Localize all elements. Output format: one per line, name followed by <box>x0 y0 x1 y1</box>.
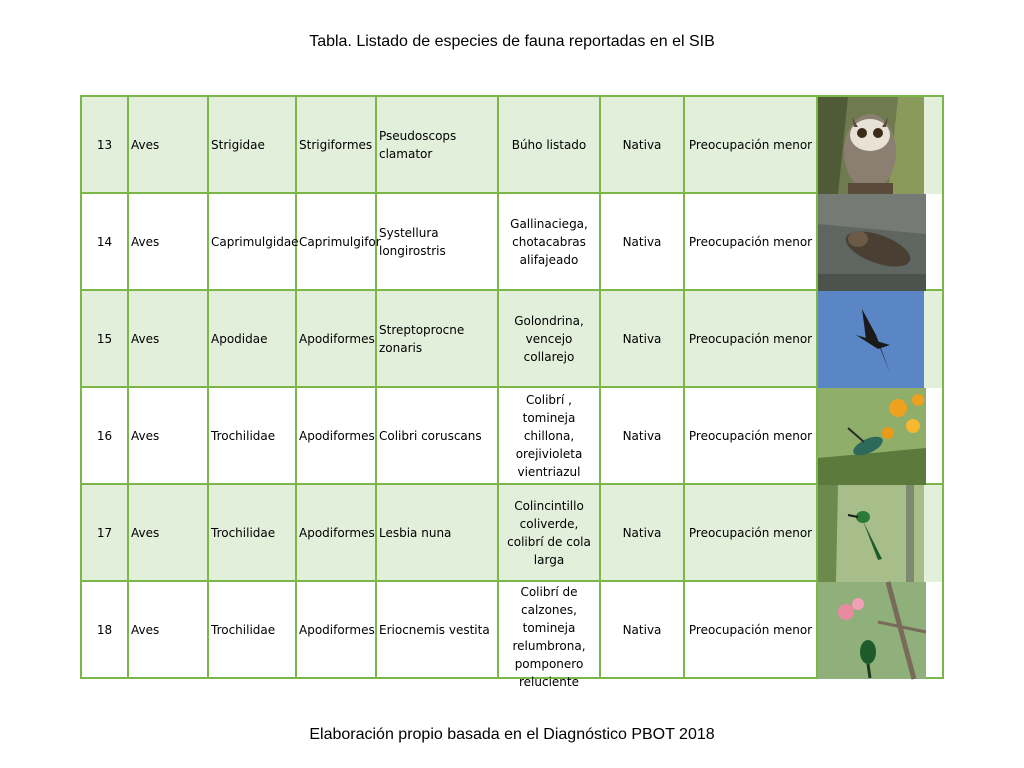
species-cell: Colibri coruscans <box>376 387 498 484</box>
class-cell: Aves <box>128 581 208 678</box>
table-caption: Elaboración propio basada en el Diagnóstico PBOT 2018 <box>309 726 715 743</box>
common-name-text: Colincintillo coliverde, colibrí de cola larga <box>507 498 591 567</box>
class-cell: Aves <box>128 484 208 581</box>
conservation-status-cell: Preocupación menor <box>684 290 817 387</box>
cell-fill <box>924 485 942 582</box>
origin-cell: Nativa <box>600 96 684 193</box>
species-cell: Lesbia nuna <box>376 484 498 581</box>
cell-fill <box>924 291 942 388</box>
photo-cell <box>817 96 943 193</box>
photo-cell <box>817 290 943 387</box>
common-name-text: Búho listado <box>511 137 587 152</box>
origin-cell: Nativa <box>600 581 684 678</box>
table-row <box>81 387 943 484</box>
table-row <box>81 581 943 678</box>
row-number: 16 <box>81 387 128 484</box>
photo-cell <box>817 484 943 581</box>
species-cell: Eriocnemis vestita <box>376 581 498 678</box>
cell-fill <box>924 97 942 194</box>
class-cell: Aves <box>128 290 208 387</box>
species-cell: Pseudoscops clamator <box>376 96 498 193</box>
conservation-status-cell: Preocupación menor <box>684 193 817 290</box>
owl-photo <box>818 97 926 194</box>
origin-cell: Nativa <box>600 290 684 387</box>
photo-cell <box>817 581 943 678</box>
common-name-text: Colibrí de calzones, tomineja relumbrona, pomponero reluciente <box>512 584 586 689</box>
common-name-cell <box>498 387 600 484</box>
family-cell: Trochilidae <box>208 581 296 678</box>
cell-fill <box>924 388 942 485</box>
common-name-text: Gallinaciega, chotacabras alifajeado <box>510 216 588 267</box>
order-cell: Caprimulgifor <box>296 193 376 290</box>
row-number: 14 <box>81 193 128 290</box>
origin-cell: Nativa <box>600 484 684 581</box>
family-cell: Trochilidae <box>208 484 296 581</box>
swift-photo <box>818 291 926 388</box>
nightjar-photo <box>818 194 926 291</box>
order-cell: Apodiformes <box>296 484 376 581</box>
photo-cell <box>817 193 943 290</box>
hummingbird-photo <box>818 388 926 485</box>
family-cell: Apodidae <box>208 290 296 387</box>
cell-fill <box>924 582 942 679</box>
table-row <box>81 290 943 387</box>
row-number: 17 <box>81 484 128 581</box>
common-name-cell <box>498 484 600 581</box>
trainbearer-photo <box>818 485 926 582</box>
origin-cell: Nativa <box>600 387 684 484</box>
conservation-status-cell: Preocupación menor <box>684 96 817 193</box>
common-name-cell <box>498 96 600 193</box>
class-cell: Aves <box>128 387 208 484</box>
order-cell: Apodiformes <box>296 387 376 484</box>
photo-cell <box>817 387 943 484</box>
common-name-cell <box>498 193 600 290</box>
family-cell: Trochilidae <box>208 387 296 484</box>
pufflegs-photo <box>818 582 926 679</box>
family-cell: Caprimulgidae <box>208 193 296 290</box>
species-table <box>80 95 944 689</box>
species-cell: Systellura longirostris <box>376 193 498 290</box>
table-row <box>81 96 943 193</box>
class-cell: Aves <box>128 96 208 193</box>
origin-cell: Nativa <box>600 193 684 290</box>
family-cell: Strigidae <box>208 96 296 193</box>
conservation-status-cell: Preocupación menor <box>684 387 817 484</box>
order-cell: Apodiformes <box>296 581 376 678</box>
class-cell: Aves <box>128 193 208 290</box>
row-number: 15 <box>81 290 128 387</box>
table-row <box>81 484 943 581</box>
common-name-text: Colibrí , tomineja chillona, orejivioleta vientriazul <box>515 392 583 479</box>
row-number: 18 <box>81 581 128 678</box>
cell-fill <box>924 194 942 291</box>
conservation-status-cell: Preocupación menor <box>684 484 817 581</box>
row-number: 13 <box>81 96 128 193</box>
common-name-cell <box>498 290 600 387</box>
common-name-text: Golondrina, vencejo collarejo <box>514 313 584 364</box>
species-cell: Streptoprocne zonaris <box>376 290 498 387</box>
order-cell: Strigiformes <box>296 96 376 193</box>
table-title: Tabla. Listado de especies de fauna reportadas en el SIB <box>309 33 715 50</box>
order-cell: Apodiformes <box>296 290 376 387</box>
common-name-cell <box>498 581 600 689</box>
table-row <box>81 193 943 290</box>
conservation-status-cell: Preocupación menor <box>684 581 817 678</box>
